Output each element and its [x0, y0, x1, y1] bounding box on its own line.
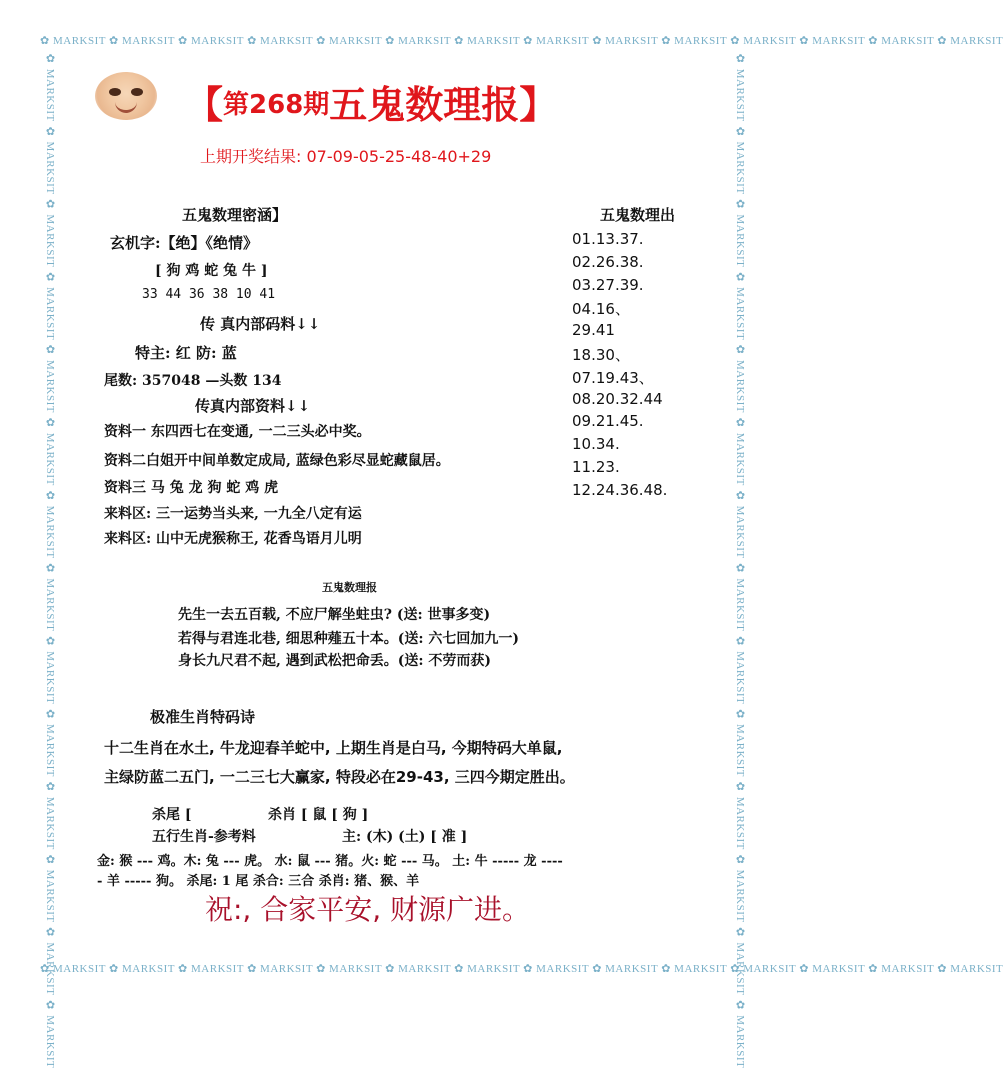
mascot-face-icon [95, 72, 157, 120]
te-zhu-line: 特主: 红 防: 蓝 [135, 344, 237, 362]
poem-line-3: 身长九尺君不起, 遇到武松把命丢。(送: 不劳而获) [178, 653, 492, 669]
right-number-item: 04.16、 [572, 300, 630, 319]
right-number-item: 01.13.37. [572, 230, 644, 248]
number-list: 33 44 36 38 10 41 [142, 287, 276, 302]
laiqu-1: 来料区: 三一运势当头来, 一九全八定有运 [104, 506, 362, 522]
right-number-item: 02.26.38. [572, 252, 644, 271]
border-right: ✿ MARKSIT ✿ MARKSIT ✿ MARKSIT ✿ MARKSIT ✿ MARKSIT ✿ MARKSIT ✿ MARKSIT ✿ MARKSIT ✿ MARKSIT ✿ MARKSIT ✿ MARKSIT ✿ MARKSIT ✿ MARKSIT ✿ MARKSIT [734, 52, 746, 1068]
sha-xiao: 杀肖 [ 鼠 [ 狗 ] [268, 807, 369, 823]
poem-section-title: 五鬼数理报 [322, 581, 377, 594]
title-bracket-right: 】 [519, 83, 558, 127]
poem-line-1: 先生一去五百载, 不应尸解坐蛀虫? (送: 世事多变) [178, 607, 491, 623]
right-number-item: 11.23. [572, 458, 620, 476]
fax-heading-2: 传真内部资料↓↓ [195, 397, 311, 415]
animal-list: [ 狗 鸡 蛇 兔 牛 ] [155, 263, 268, 279]
zodiac-poem-line-2: 主绿防蓝二五门, 一二三七大赢家, 特段必在29-43, 三四今期定胜出。 [104, 768, 575, 786]
zodiac-poem-line-1: 十二生肖在水土, 牛龙迎春羊蛇中, 上期生肖是白马, 今期特码大单鼠, [104, 739, 563, 757]
laiqu-2: 来料区: 山中无虎猴称王, 花香鸟语月儿明 [104, 531, 362, 547]
ziliao-3: 资料三 马 兔 龙 狗 蛇 鸡 虎 [104, 480, 279, 496]
poem-line-2: 若得与君连北巷, 细思种薤五十本。(送: 六七回加九一) [178, 631, 520, 647]
right-number-item: 09.21.45. [572, 412, 644, 431]
title-bracket-left: 【 [185, 83, 224, 127]
right-number-item: 29.41 [572, 321, 615, 340]
right-number-item: 18.30、 [572, 346, 630, 364]
border-left: ✿ MARKSIT ✿ MARKSIT ✿ MARKSIT ✿ MARKSIT ✿ MARKSIT ✿ MARKSIT ✿ MARKSIT ✿ MARKSIT ✿ MARKSIT ✿ MARKSIT ✿ MARKSIT ✿ MARKSIT ✿ MARKSIT ✿ MARKSIT [44, 52, 56, 1068]
right-number-item: 07.19.43、 [572, 368, 654, 387]
paper-name: 五鬼数理报 [329, 82, 520, 127]
sha-wei: 杀尾 [ [152, 807, 192, 823]
weishu-line: 尾数: 357048 —头数 134 [104, 373, 282, 389]
fax-heading-1: 传 真内部码料↓↓ [200, 315, 321, 333]
wuxing-label: 五行生肖-参考料 [152, 829, 256, 845]
border-top: ✿ MARKSIT ✿ MARKSIT ✿ MARKSIT ✿ MARKSIT ✿ MARKSIT ✿ MARKSIT ✿ MARKSIT ✿ MARKSIT ✿ MARKSIT ✿ MARKSIT ✿ MARKSIT ✿ MARKSIT ✿ MARKSIT ✿ MARKSIT [40, 35, 1003, 47]
right-number-item: 08.20.32.44 [572, 389, 663, 408]
last-draw-result: 上期开奖结果: 07-09-05-25-48-40+29 [200, 147, 492, 166]
issue-number: 第268期 [223, 90, 330, 120]
page-title [185, 74, 557, 129]
left-section-title: 五鬼数理密涵】 [182, 206, 288, 224]
border-bottom: ✿ MARKSIT ✿ MARKSIT ✿ MARKSIT ✿ MARKSIT ✿ MARKSIT ✿ MARKSIT ✿ MARKSIT ✿ MARKSIT ✿ MARKSIT ✿ MARKSIT ✿ MARKSIT ✿ MARKSIT ✿ MARKSIT ✿ MARKSIT [40, 963, 1003, 975]
right-section-title: 五鬼数理出 [600, 206, 676, 224]
ziliao-2: 资料二白姐开中间单数定成局, 蓝绿色彩尽显蛇藏鼠居。 [104, 453, 450, 469]
xuanji-text: 玄机字:【绝】《绝情》 [110, 234, 259, 252]
right-number-item: 03.27.39. [572, 275, 644, 294]
blessing-text: 祝:, 合家平安, 财源广进。 [205, 893, 531, 926]
wuxing-line-b: - 羊 ----- 狗。 杀尾: 1 尾 杀合: 三合 杀肖: 猪、猴、羊 [97, 874, 420, 889]
zhu-label: 主: (木) (土) [ 准 ] [342, 829, 468, 845]
right-number-item: 10.34. [572, 435, 620, 454]
ziliao-1: 资料一 东四西七在变通, 一二三头必中奖。 [104, 424, 371, 440]
zodiac-poem-title: 极准生肖特码诗 [150, 708, 256, 726]
wuxing-line-a: 金: 猴 --- 鸡。木: 兔 --- 虎。 水: 鼠 --- 猪。火: 蛇 --- 马。 土: 牛 ----- 龙 ---- [97, 854, 563, 869]
right-number-item: 12.24.36.48. [572, 480, 668, 499]
